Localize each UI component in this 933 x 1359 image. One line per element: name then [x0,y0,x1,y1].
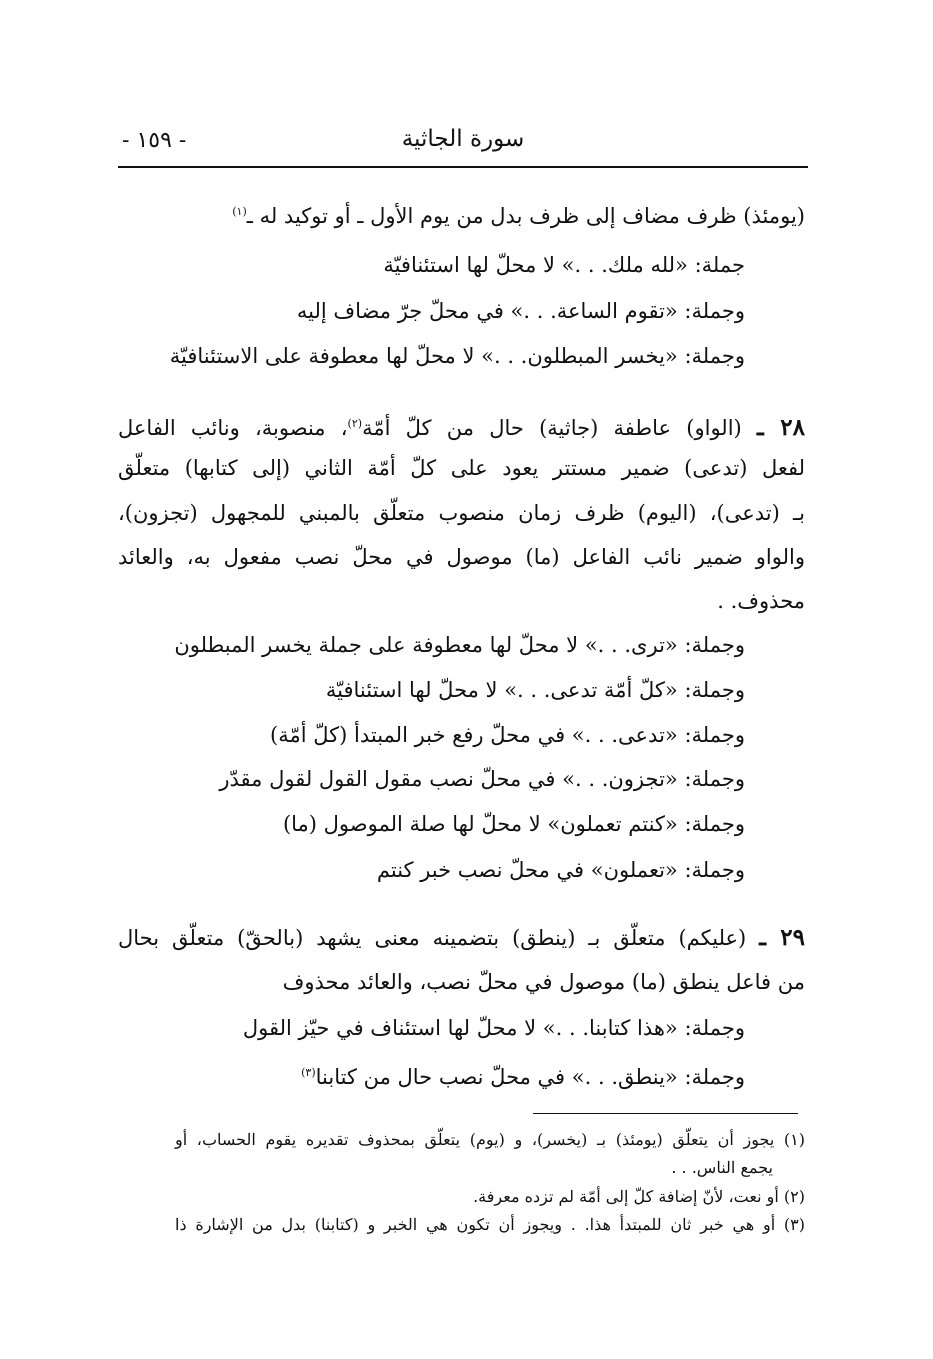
sentence-line: وجملة: «كلّ أمّة تدعى. . .» لا محلّ لها استئنافيّة [325,678,745,702]
sentence-line: وجملة: «ترى. . .» لا محلّ لها معطوفة على جملة يخسر المبطلون [174,633,745,657]
footnote-3: (٣) أو هي خبر ثان للمبتدأ هذا. . ويجوز أن تكون هي الخبر و (كتابنا) بدل من الإشارة ذا [175,1215,805,1234]
verse-28-line-2: لفعل (تدعى) ضمير مستتر يعود على كلّ أمّة الثاني (إلى كتابها) متعلّق [118,456,805,480]
page-number: - ١٥٩ - [122,128,187,153]
verse-29-line-1 [118,923,805,953]
verse-28-line-1 [118,409,805,443]
text: (يومئذ) ظرف مضاف إلى ظرف بدل من يوم الأول ـ أو توكيد له ـ [246,204,805,228]
verse-number: ٢٨ ـ [756,414,806,441]
page-header [118,118,808,168]
sentence-line [118,1058,745,1092]
verse-number: ٢٩ ـ [759,924,805,951]
sentence-line: وجملة: «تدعى. . .» في محلّ رفع خبر المبتدأ (كلّ أمّة) [270,723,745,747]
footnote-marker: (١) [232,205,247,218]
footnote-1-line-2: يجمع الناس. . . [671,1158,773,1177]
verse-28-line-4: والواو ضمير نائب الفاعل (ما) موصول في محلّ نصب مفعول به، والعائد [118,545,805,569]
sentence-line: وجملة: «تقوم الساعة. . .» في محلّ جرّ مضاف إليه [296,299,745,323]
text: وجملة: «ينطق. . .» في محلّ نصب حال من كتابنا [315,1065,745,1089]
verse-29-line-2: من فاعل ينطق (ما) موصول في محلّ نصب، والعائد محذوف [282,970,805,994]
paragraph-line [118,197,805,231]
text: (عليكم) متعلّق بـ (ينطق) بتضمينه معنى يشهد (بالحقّ) متعلّق بحال [118,926,747,950]
verse-28-line-3: بـ (تدعى)، (اليوم) ظرف زمان منصوب متعلّق بالمبني للمجهول (تجزون)، [118,501,805,525]
sentence-line: وجملة: «هذا كتابنا. . .» لا محلّ لها استئناف في حيّز القول [242,1016,745,1040]
footnote-2: (٢) أو نعت، لأنّ إضافة كلّ إلى أمّة لم تزده معرفة. [473,1187,805,1206]
text: (الواو) عاطفة (جاثية) حال من كلّ أمّة [362,416,742,440]
footnote-separator [533,1113,798,1114]
sentence-line: جملة: «لله ملك. . .» لا محلّ لها استئنافيّة [383,253,745,277]
sentence-line: وجملة: «يخسر المبطلون. . .» لا محلّ لها معطوفة على الاستئنافيّة [169,344,745,368]
verse-28-line-5: محذوف. . [717,589,805,613]
footnote-marker: (٣) [301,1066,316,1079]
text: ، منصوبة، ونائب الفاعل [118,416,348,440]
sentence-line: وجملة: «تعملون» في محلّ نصب خبر كنتم [376,858,745,882]
surah-title: سورة الجاثية [401,126,525,152]
footnote-1-line-1: (١) يجوز أن يتعلّق (يومئذ) بـ (يخسر)، و (يوم) يتعلّق بمحذوف تقديره يقوم الحساب، أو [175,1130,805,1149]
sentence-line: وجملة: «تجزون. . .» في محلّ نصب مقول القول لقول مقدّر [219,767,745,791]
sentence-line: وجملة: «كنتم تعملون» لا محلّ لها صلة الموصول (ما) [282,812,745,836]
footnote-marker: (٢) [347,417,363,430]
